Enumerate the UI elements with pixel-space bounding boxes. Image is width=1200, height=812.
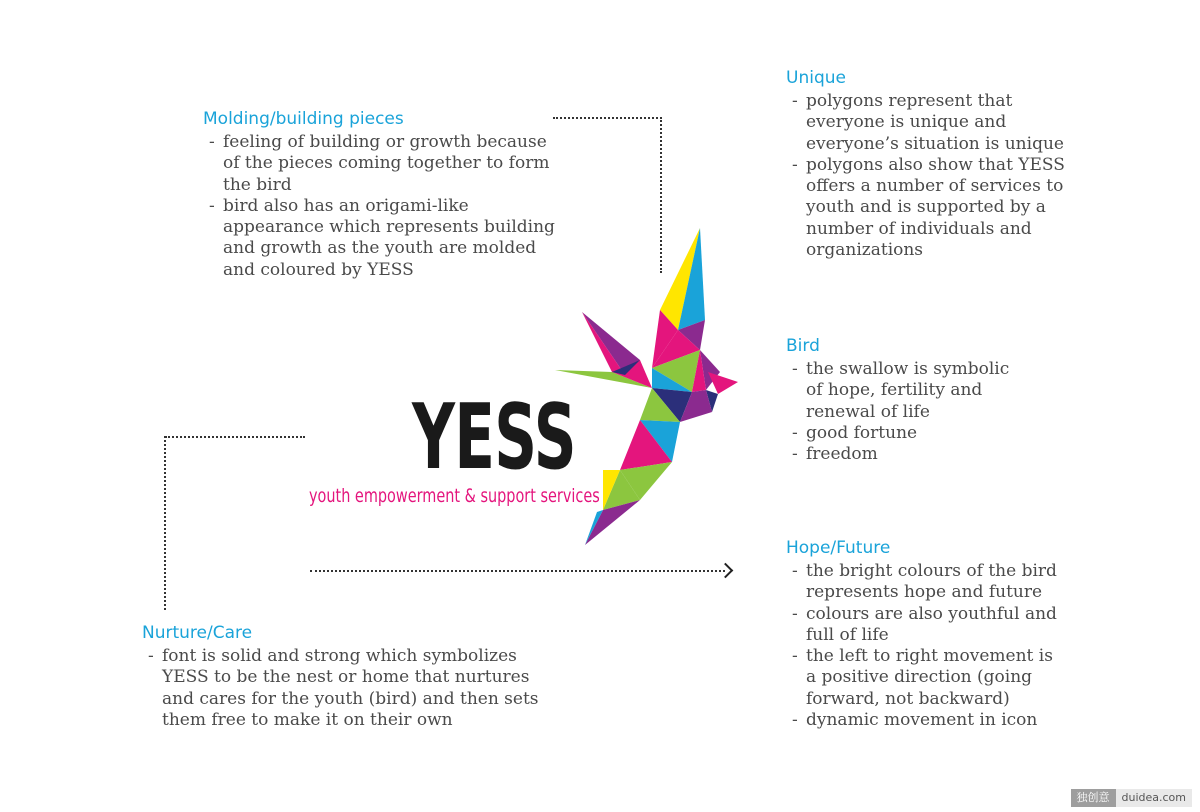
list-item: - bird also has an origami-like appearance which represents building and growth as the youth are molded and coloured by YESS: [209, 196, 568, 281]
watermark-url: duidea.com: [1116, 789, 1193, 807]
section-heading: Hope/Future: [786, 538, 891, 558]
list-item: - feeling of building or growth because of the pieces coming together to form the bird: [209, 132, 558, 196]
section-nurture: [142, 622, 542, 731]
section-hope: [786, 537, 1076, 731]
logo-wordmark: YESS: [412, 385, 576, 490]
logo-tagline: youth empowerment & support services: [309, 485, 600, 507]
connector-nurture-horizontal: [165, 436, 305, 438]
list-item: - good fortune: [792, 423, 1046, 444]
list-item: - the swallow is symbolic of hope, fertility and renewal of life: [792, 359, 1021, 423]
watermark-logo: 独创意: [1071, 789, 1116, 807]
list-item: - polygons also show that YESS offers a number of services to youth and is supported by a number of individuals and organizations: [792, 155, 1068, 261]
list-item: - the left to right movement is a positive direction (going forward, not backward): [792, 646, 1068, 710]
list-item: - polygons represent that everyone is unique and everyone’s situation is unique: [792, 91, 1071, 155]
section-heading: Unique: [786, 68, 846, 88]
list-item: - colours are also youthful and full of life: [792, 604, 1068, 647]
section-unique: [786, 67, 1076, 261]
list-item: - font is solid and strong which symbolizes YESS to be the nest or home that nurtures and cares for the youth (bird) and then sets them free to make it on their own: [148, 646, 544, 731]
section-molding: [203, 108, 563, 281]
section-heading: Nurture/Care: [142, 623, 253, 643]
section-bird: [786, 335, 1046, 465]
connector-nurture-vertical: [164, 436, 166, 610]
watermark: [1071, 789, 1193, 807]
list-item: - the bright colours of the bird represents hope and future: [792, 561, 1068, 604]
section-heading: Bird: [786, 336, 820, 356]
list-item: - freedom: [792, 444, 1046, 465]
section-heading: Molding/building pieces: [203, 109, 404, 129]
origami-swallow-icon: [548, 222, 743, 547]
connector-hope-arrow-line: [310, 570, 725, 572]
arrow-right-icon: [718, 563, 734, 579]
list-item: - dynamic movement in icon: [792, 710, 1068, 731]
connector-molding-horizontal: [553, 117, 662, 119]
